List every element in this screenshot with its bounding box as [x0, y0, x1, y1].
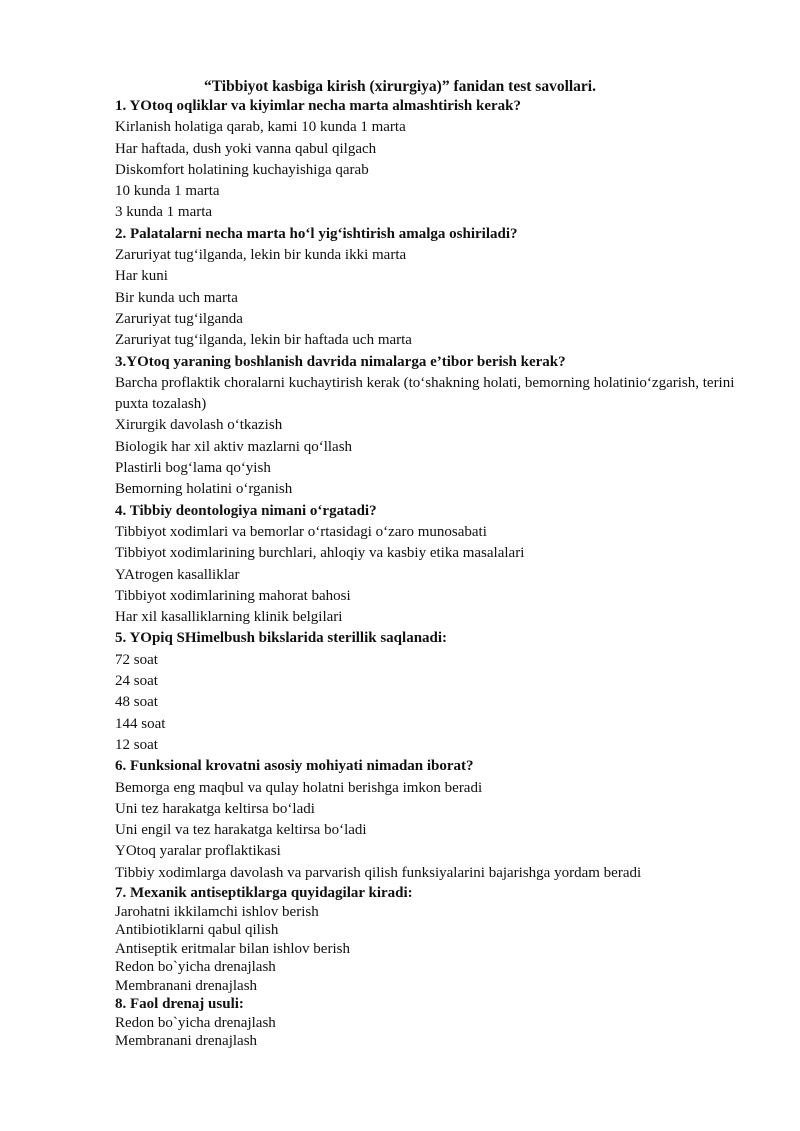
question-6-option-4: YOtoq yaralar proflaktikasi: [115, 843, 281, 860]
question-5-option-1: 72 soat: [115, 651, 158, 668]
question-4-option-1: Tibbiyot xodimlari va bemorlar o‘rtasidagi o‘zaro munosabati: [115, 523, 487, 540]
question-4-option-5: Har xil kasalliklarning klinik belgilari: [115, 609, 343, 626]
question-8-option-1: Redon bo`yicha drenajlash: [115, 1014, 276, 1031]
question-4: 4. Tibbiy deontologiya nimani o‘rgatadi?: [115, 502, 377, 519]
question-2: 2. Palatalarni necha marta ho‘l yig‘ishtirish amalga oshiriladi?: [115, 225, 518, 242]
question-5-option-3: 48 soat: [115, 694, 158, 711]
question-3-option-4: Plastirli bog‘lama qo‘yish: [115, 460, 271, 477]
question-6: 6. Funksional krovatni asosiy mohiyati nimadan iborat?: [115, 758, 474, 775]
question-8-option-2: Membranani drenajlash: [115, 1033, 258, 1049]
question-4-option-4: Tibbiyot xodimlarining mahorat bahosi: [115, 587, 351, 604]
question-2-option-2: Har kuni: [115, 268, 168, 285]
question-3-option-1: Barcha proflaktik choralarni kuchaytirish kerak (to‘shakning holati, bemorning holatinio‘zgarish, terini puxta tozalash): [115, 374, 735, 413]
question-1-option-5: 3 kunda 1 marta: [115, 204, 213, 221]
question-6-option-5: Tibbiy xodimlarga davolash va parvarish qilish funksiyalarini bajarishga yordam beradi: [115, 864, 642, 881]
question-6-option-2: Uni tez harakatga keltirsa bo‘ladi: [115, 800, 315, 817]
question-2-option-1: Zaruriyat tug‘ilganda, lekin bir kunda ikki marta: [115, 247, 407, 264]
question-4-option-2: Tibbiyot xodimlarining burchlari, ahloqiy va kasbiy etika masalalari: [115, 545, 525, 562]
question-7-option-2: Antibiotiklarni qabul qilish: [115, 922, 279, 938]
question-5-option-2: 24 soat: [115, 673, 158, 690]
question-5: 5. YOpiq SHimelbush bikslarida sterillik saqlanadi:: [115, 630, 448, 647]
question-7-option-4: Redon bo`yicha drenajlash: [115, 959, 276, 975]
question-6-option-3: Uni engil va tez harakatga keltirsa bo‘ladi: [115, 822, 367, 839]
question-3-option-5: Bemorning holatini o‘rganish: [115, 481, 293, 498]
question-4-option-3: YAtrogen kasalliklar: [115, 566, 240, 583]
question-2-option-5: Zaruriyat tug‘ilganda, lekin bir haftada uch marta: [115, 332, 412, 349]
questions-block-main: [115, 96, 755, 884]
questions-block-compact: [115, 884, 755, 1051]
question-7-option-3: Antiseptik eritmalar bilan ishlov berish: [115, 940, 350, 957]
question-8: 8. Faol drenaj usuli:: [115, 996, 244, 1012]
question-2-option-4: Zaruriyat tug‘ilganda: [115, 310, 243, 327]
question-2-option-3: Bir kunda uch marta: [115, 289, 238, 306]
question-3-option-2: Xirurgik davolash o‘tkazish: [115, 417, 283, 434]
question-1-option-3: Diskomfort holatining kuchayishiga qarab: [115, 161, 369, 178]
question-7-option-1: Jarohatni ikkilamchi ishlov berish: [115, 903, 319, 920]
question-6-option-1: Bemorga eng maqbul va qulay holatni berishga imkon beradi: [115, 779, 483, 796]
question-1: 1. YOtoq oqliklar va kiyimlar necha marta almashtirish kerak?: [115, 98, 521, 114]
question-3: 3.YOtoq yaraning boshlanish davrida nimalarga e’tibor berish kerak?: [115, 353, 566, 370]
question-5-option-4: 144 soat: [115, 715, 166, 732]
question-1-option-4: 10 kunda 1 marta: [115, 183, 220, 200]
question-7: 7. Mexanik antiseptiklarga quyidagilar kiradi:: [115, 885, 413, 901]
question-1-option-2: Har haftada, dush yoki vanna qabul qilgach: [115, 140, 377, 157]
question-7-option-5: Membranani drenajlash: [115, 977, 258, 994]
question-1-option-1: Kirlanish holatiga qarab, kami 10 kunda 1 marta: [115, 119, 406, 136]
question-3-option-3: Biologik har xil aktiv mazlarni qo‘llash: [115, 438, 353, 455]
document-title: “Tibbiyot kasbiga kirish (xirurgiya)” fanidan test savollari.: [203, 78, 596, 95]
question-5-option-5: 12 soat: [115, 736, 158, 753]
